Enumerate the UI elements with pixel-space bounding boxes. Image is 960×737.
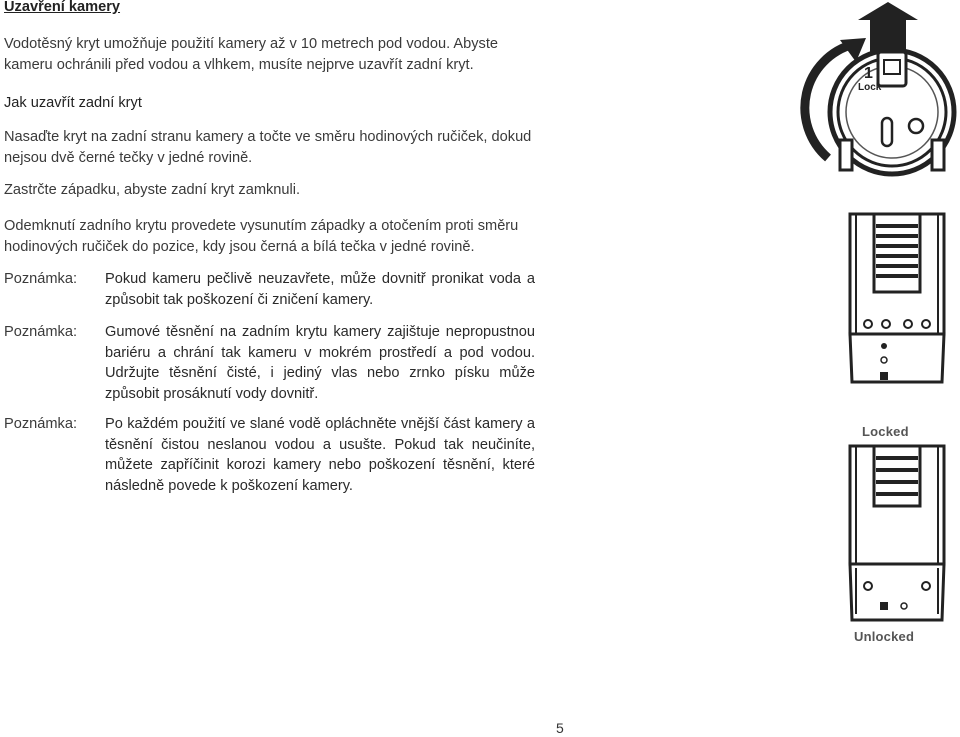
locked-caption: Locked	[862, 424, 909, 439]
cap-lock-label: Lock	[858, 82, 882, 93]
step-3: Odemknutí zadního krytu provedete vysunutím západky a otočením proti směru hodinových ručiček do pozice, kdy jsou černá a bílá tečka v jedné rovině.	[4, 218, 519, 255]
note-2-text: Gumové těsnění na zadním krytu kamery zajištuje nepropustnou bariéru a chrání tak kameru v mokrém prostředí a pod vodou. Udržujte těsnění čisté, i jediný vlas nebo zrnko písku může způsobit prosáknutí vody dovnitř.	[105, 324, 535, 402]
cap-marker: 1	[864, 65, 873, 82]
note-3-label: Poznámka:	[4, 416, 78, 432]
locked-latch-figure	[846, 212, 948, 412]
note-2-label: Poznámka:	[4, 324, 78, 340]
push-up-arrow-icon	[858, 2, 918, 52]
unlocked-latch-figure	[846, 444, 948, 626]
howto-heading: Jak uzavřít zadní kryt	[4, 95, 142, 111]
step-2: Zastrčte západku, abyste zadní kryt zamknuli.	[4, 182, 301, 198]
back-cap-rotation-figure	[800, 0, 960, 200]
intro-paragraph: Vodotěsný kryt umožňuje použití kamery až v 10 metrech pod vodou. Abyste kameru ochránili před vodou a vlhkem, musíte nejprve uzavřít zadní kryt.	[4, 36, 499, 73]
unlocked-caption: Unlocked	[854, 629, 915, 644]
note-1-text: Pokud kameru pečlivě neuzavřete, může dovnitř pronikat voda a způsobit tak poškození či zničení kamery.	[105, 271, 535, 308]
page-number: 5	[556, 720, 564, 736]
section-title: Uzavření kamery	[4, 0, 121, 15]
step-1: Nasaďte kryt na zadní stranu kamery a točte ve směru hodinových ručiček, dokud nejsou dvě černé tečky v jedné rovině.	[4, 129, 532, 166]
note-3-text: Po každém použití ve slané vodě opláchněte vnější část kamery a těsnění čistou neslanou vodou a usušte. Pokud tak neučiníte, můžete zapříčinit korozi kamery nebo poškození těsnění, které následně povede k poškození kamery.	[105, 416, 535, 494]
note-1-label: Poznámka:	[4, 271, 78, 287]
